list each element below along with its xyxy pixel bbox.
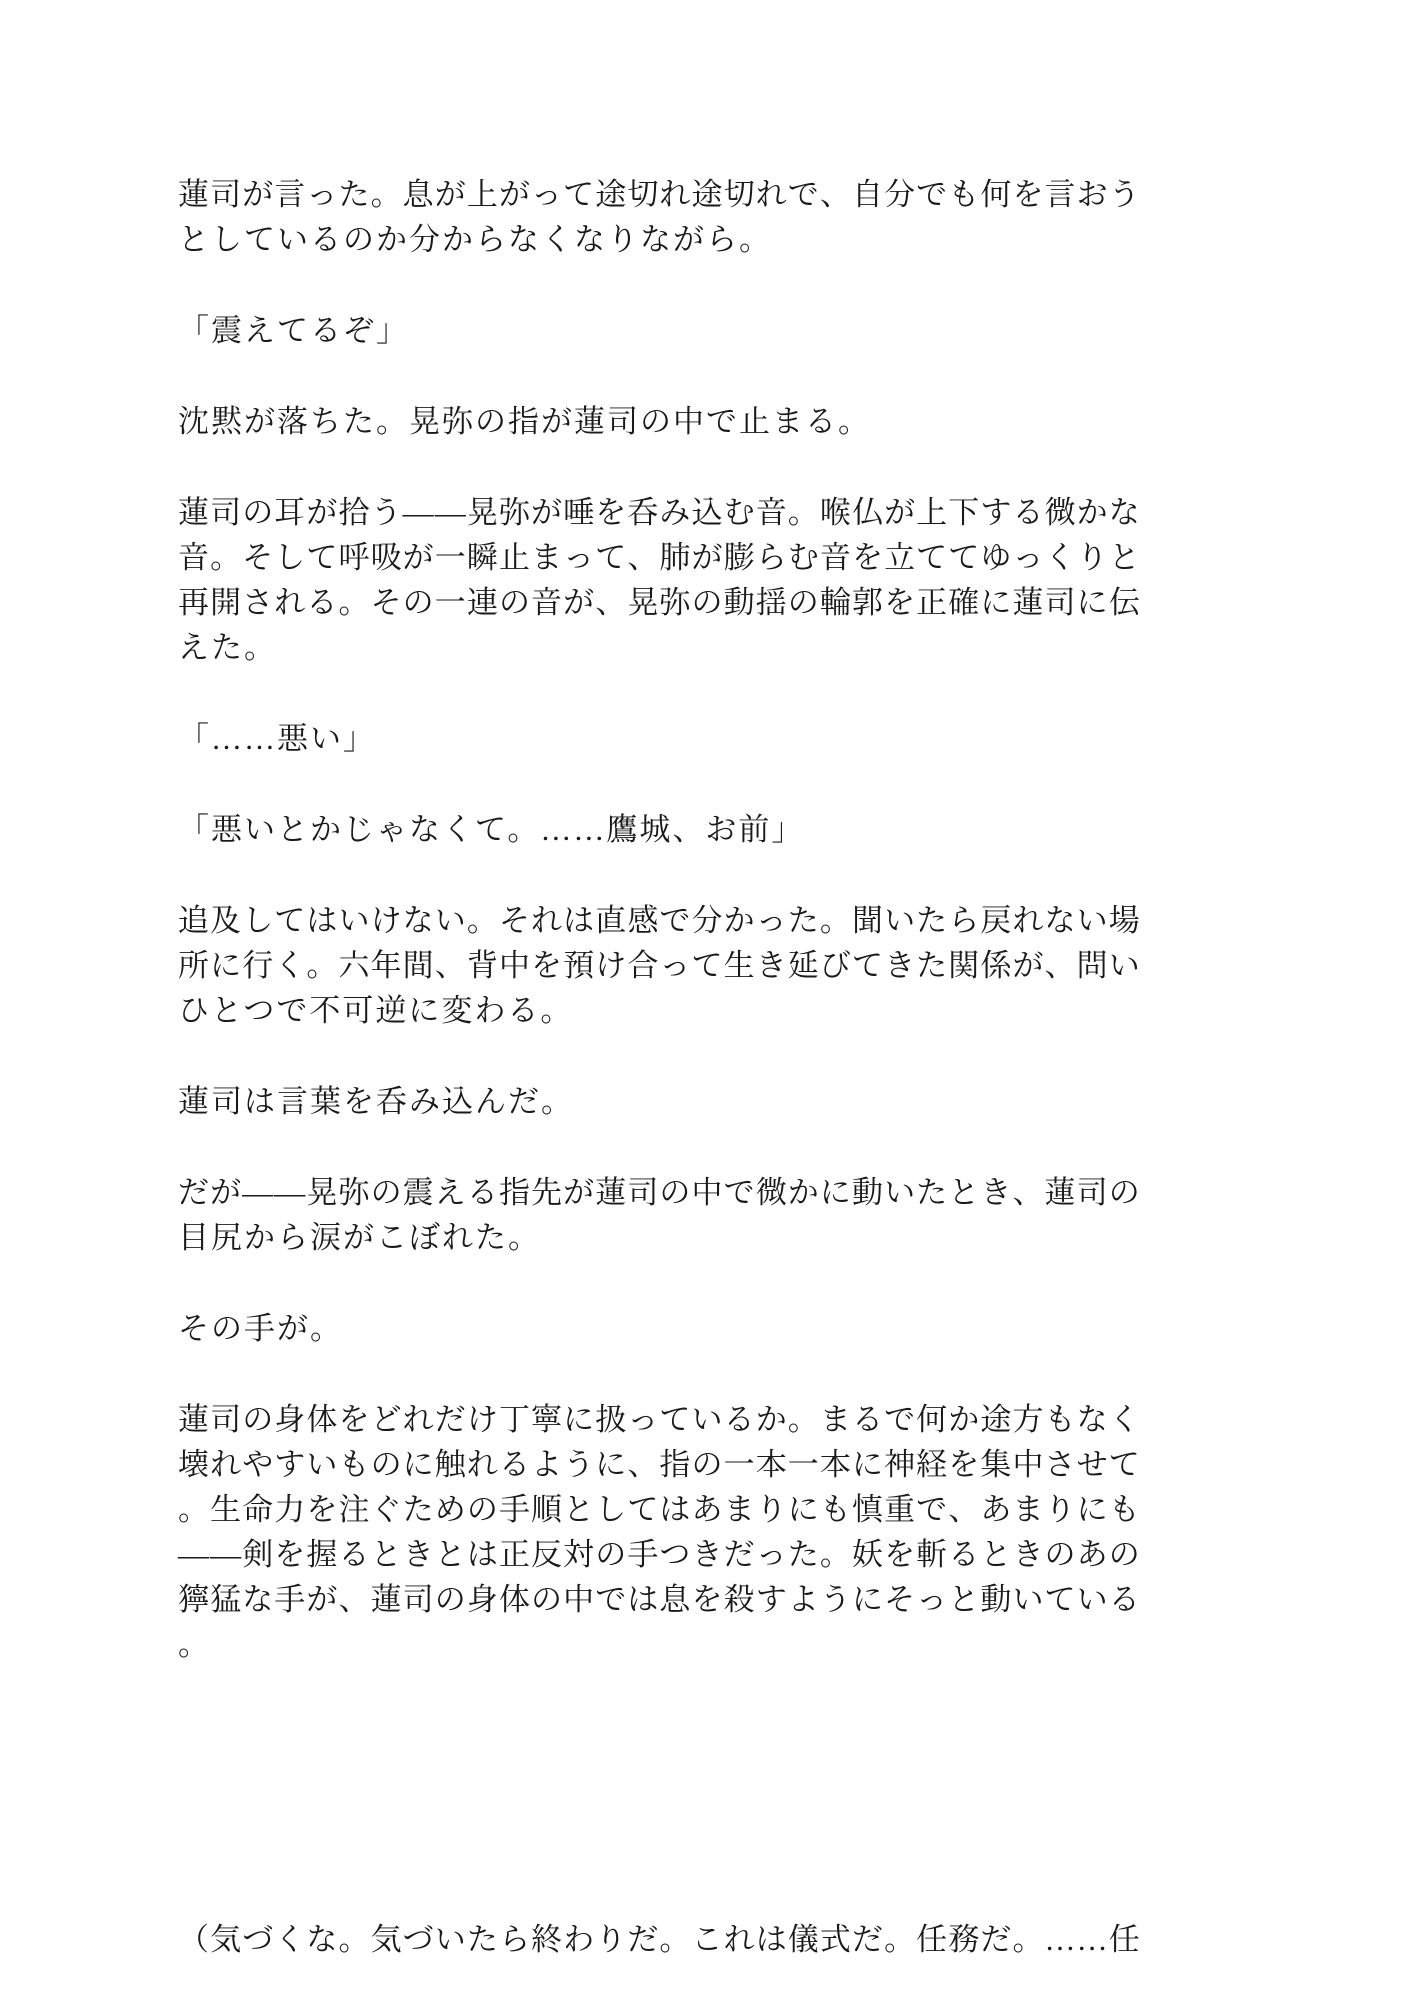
text-line: 目尻から涙がこぼれた。	[178, 1220, 541, 1255]
text-line: 蓮司は言葉を呑み込んだ。	[178, 1084, 574, 1119]
paragraph	[178, 1917, 1140, 1962]
text-line: — — 剣 を 握 る と き と は 正 反 対 の 手 つ き だ っ た 。 妖 を 斬 る と き の あ の	[178, 1537, 1140, 1572]
text-line: （ 気 づ く な 。 気 づ い た ら 終 わ り だ 。 こ れ は 儀 式 だ 。 任 務 だ 。 … … 任	[178, 1922, 1140, 1957]
text-line: ひとつで不可逆に変わる。	[178, 993, 574, 1028]
text-line: 「……悪い」	[178, 721, 376, 756]
text-line: 壊 れ や す い も の に 触 れ る よ う に 、 指 の 一 本 一 本 に 神 経 を 集 中 さ せ て	[178, 1447, 1140, 1482]
paragraph	[178, 308, 1140, 353]
text-line: 「悪いとかじゃなくて。……鷹城、お前」	[178, 812, 805, 847]
text-line: 沈黙が落ちた。晃弥の指が蓮司の中で止まる。	[178, 404, 871, 439]
text-line: その手が。	[178, 1311, 343, 1346]
text-line: えた。	[178, 630, 277, 665]
paragraph	[178, 898, 1140, 1033]
paragraph	[178, 1306, 1140, 1351]
text-line: 蓮 司 が 言 っ た 。 息 が 上 が っ て 途 切 れ 途 切 れ で 、 自 分 で も 何 を 言 お う	[178, 177, 1140, 212]
paragraph	[178, 1079, 1140, 1124]
text-line: だ が — — 晃 弥 の 震 え る 指 先 が 蓮 司 の 中 で 微 か に 動 い た と き 、 蓮 司 の	[178, 1175, 1140, 1210]
text-line: 所 に 行 く 。 六 年 間 、 背 中 を 預 け 合 っ て 生 き 延 び て き た 関 係 が 、 問 い	[178, 948, 1140, 983]
paragraph	[178, 716, 1140, 761]
text-line: 蓮 司 の 耳 が 拾 う — — 晃 弥 が 唾 を 呑 み 込 む 音 。 喉 仏 が 上 下 す る 微 か な	[178, 495, 1140, 530]
paragraph	[178, 1170, 1140, 1260]
text-line: 。	[178, 1627, 211, 1662]
text-line: 再 開 さ れ る 。 そ の 一 連 の 音 が 、 晃 弥 の 動 揺 の 輪 郭 を 正 確 に 蓮 司 に 伝	[178, 585, 1140, 620]
paragraph	[178, 807, 1140, 852]
text-line: 追 及 し て は い け な い 。 そ れ は 直 感 で 分 か っ た 。 聞 い た ら 戻 れ な い 場	[178, 903, 1140, 938]
paragraph	[178, 490, 1140, 670]
text-line: としているのか分からなくなりながら。	[178, 222, 772, 257]
text-line: 。 生 命 力 を 注 ぐ た め の 手 順 と し て は あ ま り に も 慎 重 で 、 あ ま り に も	[178, 1492, 1140, 1527]
text-line: 音 。 そ し て 呼 吸 が 一 瞬 止 ま っ て 、 肺 が 膨 ら む 音 を 立 て て ゆ っ く り と	[178, 540, 1140, 575]
text-line: 蓮 司 の 身 体 を ど れ だ け 丁 寧 に 扱 っ て い る か 。 ま る で 何 か 途 方 も な く	[178, 1402, 1140, 1437]
paragraph	[178, 1397, 1140, 1667]
text-line: 「震えてるぞ」	[178, 313, 409, 348]
page-text	[178, 172, 1140, 2000]
paragraph	[178, 399, 1140, 444]
text-line: 獰 猛 な 手 が 、 蓮 司 の 身 体 の 中 で は 息 を 殺 す よ う に そ っ と 動 い て い る	[178, 1582, 1140, 1617]
paragraph	[178, 172, 1140, 262]
